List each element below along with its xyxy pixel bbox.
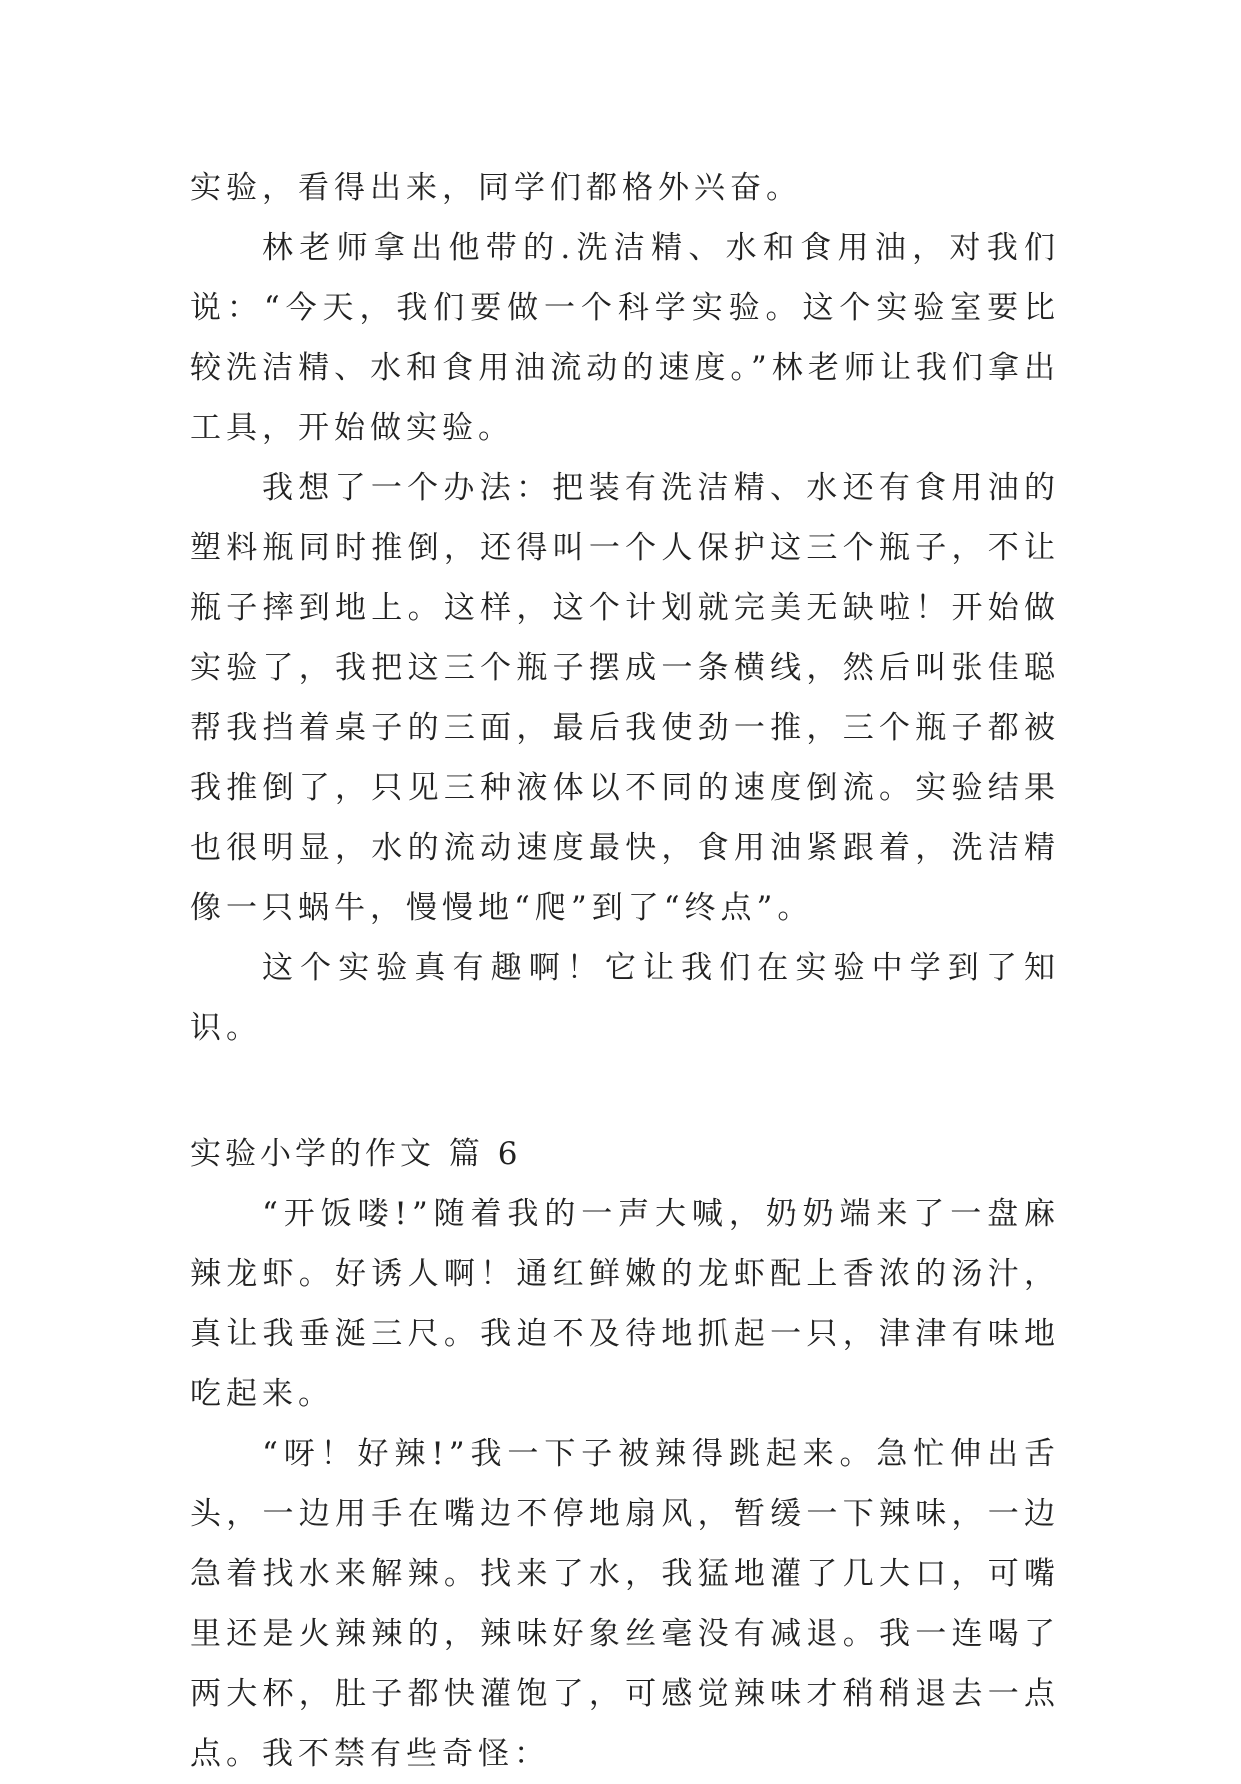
document-page [190, 158, 1060, 1784]
paragraph-conclusion: 这个实验真有趣啊！它让我们在实验中学到了知识。 [190, 950, 1060, 1046]
paragraph-experiment-method: 我想了一个办法：把装有洗洁精、水还有食用油的塑料瓶同时推倒，还得叫一个人保护这三个瓶子，不让瓶子摔到地上。这样，这个计划就完美无缺啦！开始做实验了，我把这三个瓶子摆成一条横线，然后叫张佳聪帮我挡着桌子的三面，最后我使劲一推，三个瓶子都被我推倒了，只见三种液体以不同的速度倒流。实验结果也很明显，水的流动速度最快，食用油紧跟着，洗洁精像一只蜗牛，慢慢地“爬”到了“终点”。 [190, 470, 1060, 926]
paragraph-teacher-intro: 林老师拿出他带的.洗洁精、水和食用油，对我们说：“今天，我们要做一个科学实验。这个实验室要比较洗洁精、水和食用油流动的速度。”林老师让我们拿出工具，开始做实验。 [190, 230, 1060, 446]
paragraph-spicy: “呀！好辣!”我一下子被辣得跳起来。急忙伸出舌头，一边用手在嘴边不停地扇风，暂缓一下辣味，一边急着找水来解辣。找来了水，我猛地灌了几大口，可嘴里还是火辣辣的，辣味好象丝毫没有减退。我一连喝了两大杯，肚子都快灌饱了，可感觉辣味才稍稍退去一点点。我不禁有些奇怪： [190, 1436, 1060, 1772]
paragraph-continuation: 实验，看得出来，同学们都格外兴奋。 [190, 170, 802, 206]
paragraph-dinner: “开饭喽!”随着我的一声大喊，奶奶端来了一盘麻辣龙虾。好诱人啊！通红鲜嫩的龙虾配上香浓的汤汁，真让我垂涎三尺。我迫不及待地抓起一只，津津有味地吃起来。 [190, 1196, 1060, 1412]
section-title: 实验小学的作文 篇 6 [190, 1136, 522, 1172]
